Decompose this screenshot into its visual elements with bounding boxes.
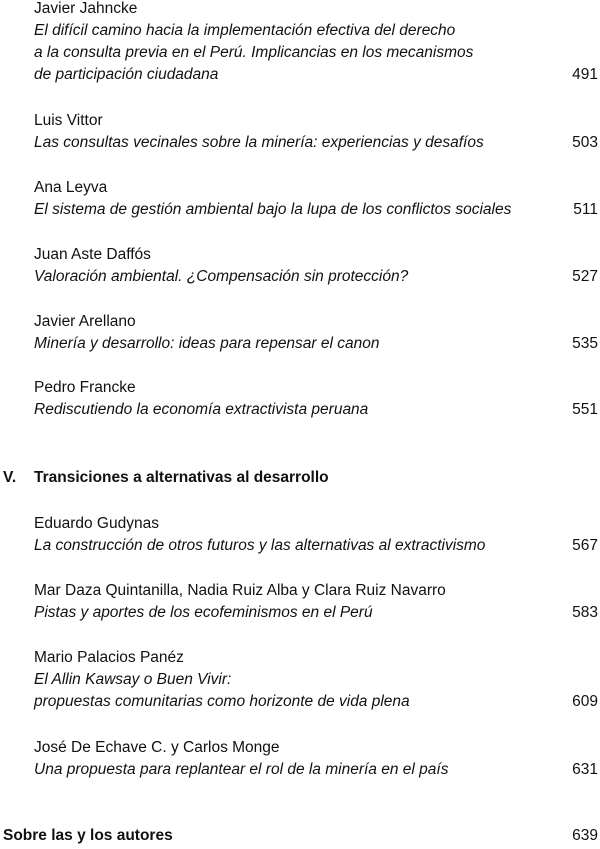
entry-title-line: El Allin Kawsay o Buen Vivir: <box>34 671 232 688</box>
entry-author: Javier Arellano <box>34 313 136 330</box>
toc-entry <box>34 580 564 624</box>
entry-page-number: 535 <box>572 335 598 352</box>
entry-page-number: 583 <box>572 604 598 621</box>
entry-author: Juan Aste Daffós <box>34 246 151 263</box>
toc-entry <box>34 513 564 557</box>
entry-title-line: de participación ciudadana <box>34 66 219 83</box>
entry-title-line: Valoración ambiental. ¿Compensación sin protección? <box>34 268 409 285</box>
closing-section-title: Sobre las y los autores <box>3 827 173 844</box>
entry-page-number: 551 <box>572 401 598 418</box>
entry-author: José De Echave C. y Carlos Monge <box>34 739 280 756</box>
entry-title-line: Minería y desarrollo: ideas para repensar el canon <box>34 335 380 352</box>
entry-author: Mario Palacios Panéz <box>34 649 184 666</box>
entry-page-number: 527 <box>572 268 598 285</box>
entry-author: Mar Daza Quintanilla, Nadia Ruiz Alba y Clara Ruiz Navarro <box>34 582 446 599</box>
toc-entry <box>34 737 564 781</box>
entry-page-number: 511 <box>573 201 598 218</box>
entry-title-line: propuestas comunitarias como horizonte de vida plena <box>34 693 410 710</box>
entry-page-number: 491 <box>572 66 598 83</box>
toc-entry <box>34 0 564 86</box>
entry-title-line: El difícil camino hacia la implementación efectiva del derecho <box>34 22 456 39</box>
entry-author: Eduardo Gudynas <box>34 515 159 532</box>
entry-title-line: Rediscutiendo la economía extractivista peruana <box>34 401 369 418</box>
toc-entry <box>34 311 564 355</box>
entry-page-number: 567 <box>572 537 598 554</box>
entry-title-line: El sistema de gestión ambiental bajo la lupa de los conflictos sociales <box>34 201 512 218</box>
closing-page-number: 639 <box>572 827 598 844</box>
entry-page-number: 609 <box>572 693 598 710</box>
entry-title-line: Una propuesta para replantear el rol de la minería en el país <box>34 761 449 778</box>
toc-entry <box>34 110 564 154</box>
entry-author: Luis Vittor <box>34 112 103 129</box>
entry-title-line: a la consulta previa en el Perú. Implicancias en los mecanismos <box>34 44 474 61</box>
entry-author: Ana Leyva <box>34 179 108 196</box>
entry-page-number: 503 <box>572 134 598 151</box>
entry-author: Javier Jahncke <box>34 0 138 17</box>
toc-entry <box>34 377 564 421</box>
toc-entry <box>34 177 564 221</box>
entry-author: Pedro Francke <box>34 379 136 396</box>
entry-title-line: Las consultas vecinales sobre la minería: experiencias y desafíos <box>34 134 484 151</box>
entry-title-line: La construcción de otros futuros y las alternativas al extractivismo <box>34 537 486 554</box>
toc-entry <box>34 244 564 288</box>
section-title: Transiciones a alternativas al desarrollo <box>34 469 329 486</box>
entry-page-number: 631 <box>572 761 598 778</box>
toc-entry <box>34 647 564 713</box>
section-number: V. <box>3 469 17 486</box>
entry-title-line: Pistas y aportes de los ecofeminismos en el Perú <box>34 604 373 621</box>
